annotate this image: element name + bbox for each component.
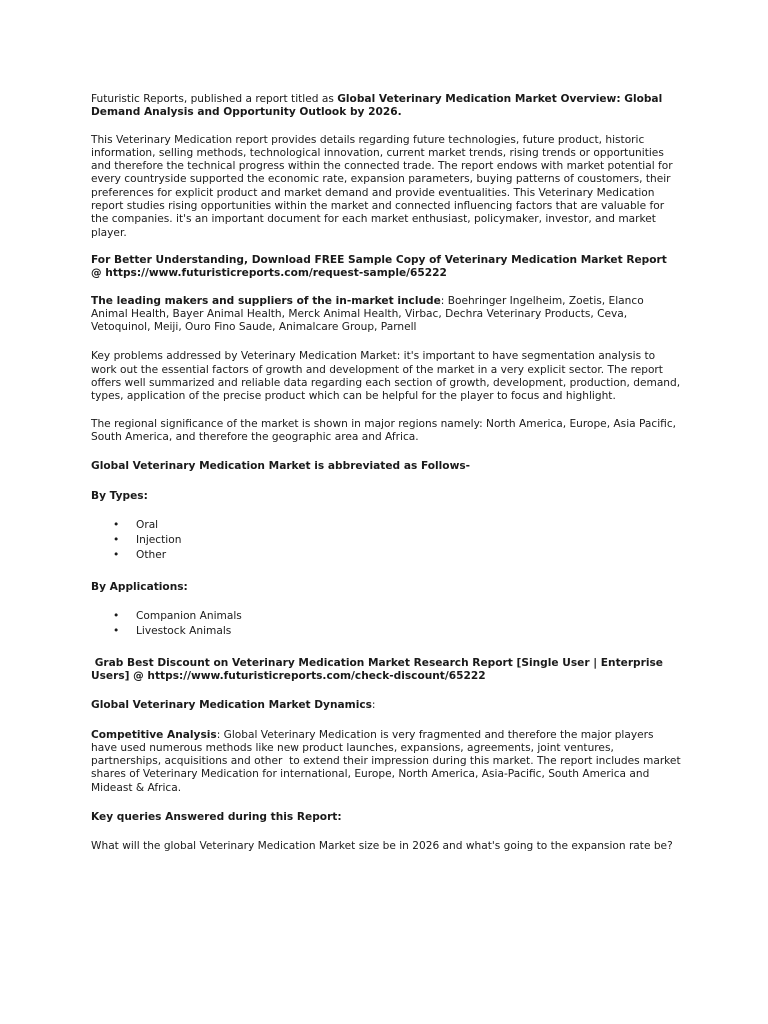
key-queries-heading — [91, 811, 681, 824]
types-heading-text: By Types: — [91, 489, 148, 502]
list-item — [91, 625, 681, 638]
list-item — [91, 610, 681, 623]
sample-cta-paragraph — [91, 254, 681, 281]
abbrev-heading — [91, 460, 681, 473]
list-item-text: Other — [136, 549, 167, 562]
types-heading — [91, 490, 681, 503]
regional-paragraph: The regional significance of the market is shown in major regions namely: North America, Europe, Asia Pacific, South America, and therefore the geographic area and Africa. — [91, 417, 677, 443]
competitive-paragraph — [91, 728, 684, 795]
makers-label: The leading makers and suppliers of the in-market include — [91, 294, 441, 307]
list-item-text: Livestock Animals — [136, 625, 232, 638]
competitive-label: Competitive Analysis — [91, 728, 217, 741]
list-item — [91, 549, 681, 562]
bullet-icon: • — [113, 549, 120, 562]
list-item-text: Injection — [136, 534, 182, 547]
question-paragraph: What will the global Veterinary Medication Market size be in 2026 and what's going to the expansion rate be? — [91, 840, 673, 853]
bullet-icon: • — [113, 534, 120, 547]
bullet-icon: • — [113, 610, 120, 623]
types-list — [91, 519, 681, 563]
applications-heading — [91, 581, 681, 594]
bullet-icon: • — [113, 625, 120, 638]
makers-list: : Boehringer Ingelheim, Zoetis, Elanco Animal Health, Bayer Animal Health, Merck Animal Health, Virbac, Dechra Veterinary Products, Ceva, Vetoquinol, Meiji, Ouro Fino Saude, Animalcare Group, Parnell — [91, 294, 644, 334]
dynamics-heading-text: Global Veterinary Medication Market Dynamics — [91, 699, 372, 712]
discount-cta-paragraph — [91, 657, 681, 684]
intro-prefix: Futuristic Reports, published a report titled as — [91, 93, 338, 105]
description-paragraph: This Veterinary Medication report provides details regarding future technologies, future product, historic information, selling methods, technological innovation, current market trends, rising trends or opportunities and therefore the technical progress within the connected trade. The report endows with market potential for every countryside supported the economic rate, expansion parameters, buying patterns of coustomers, their preferences for explicit product and market demand and provide eventualities. This Veterinary Medication report studies rising opportunities within the market and connected influencing factors that are valuable for the companies. it's an important document for each market enthusiast, policymaker, investor, and market player. — [91, 133, 673, 239]
list-item-text: Oral — [136, 518, 159, 531]
key-queries-heading-text: Key queries Answered during this Report: — [91, 810, 342, 823]
abbrev-heading-text: Global Veterinary Medication Market is abbreviated as Follows- — [91, 460, 471, 473]
makers-paragraph — [91, 295, 681, 335]
competitive-text: : Global Veterinary Medication is very fragmented and therefore the major players have used numerous methods like new product launches, expansions, agreements, joint ventures, partnerships, acquisitions and other to extend their impression during this market. The report includes market shares of Veterinary Medication for international, Europe, North America, Asia-Pacific, South America and Mideast & Africa. — [91, 728, 684, 794]
dynamics-colon: : — [371, 699, 376, 712]
list-item — [91, 534, 681, 547]
list-item — [91, 519, 681, 532]
key-problems-paragraph: Key problems addressed by Veterinary Medication Market: it's important to have segmentation analysis to work out the essential factors of growth and development of the market in a very explicit sector. The report offers well summarized and reliable data regarding each section of growth, development, production, demand, types, application of the precise product which can be helpful for the player to focus and highlight. — [91, 350, 681, 403]
dynamics-heading — [91, 699, 681, 712]
bullet-icon: • — [113, 518, 120, 531]
list-item-text: Companion Animals — [136, 610, 242, 623]
sample-cta-link[interactable]: For Better Understanding, Download FREE Sample Copy of Veterinary Medication Market Report @ https://www.futuristicreports.com/request-sample/65222 — [91, 253, 667, 280]
discount-cta-link[interactable]: Grab Best Discount on Veterinary Medication Market Research Report [Single User | Enterprise Users] @ https://www.futuristicreports.com/check-discount/65222 — [91, 656, 667, 682]
document-body — [91, 93, 684, 868]
intro-paragraph — [91, 93, 681, 120]
report-title: Global Veterinary Medication Market Overview: Global Demand Analysis and Opportunity Outlook by 2026. — [91, 93, 663, 119]
applications-list — [91, 610, 681, 639]
applications-heading-text: By Applications: — [91, 580, 188, 593]
